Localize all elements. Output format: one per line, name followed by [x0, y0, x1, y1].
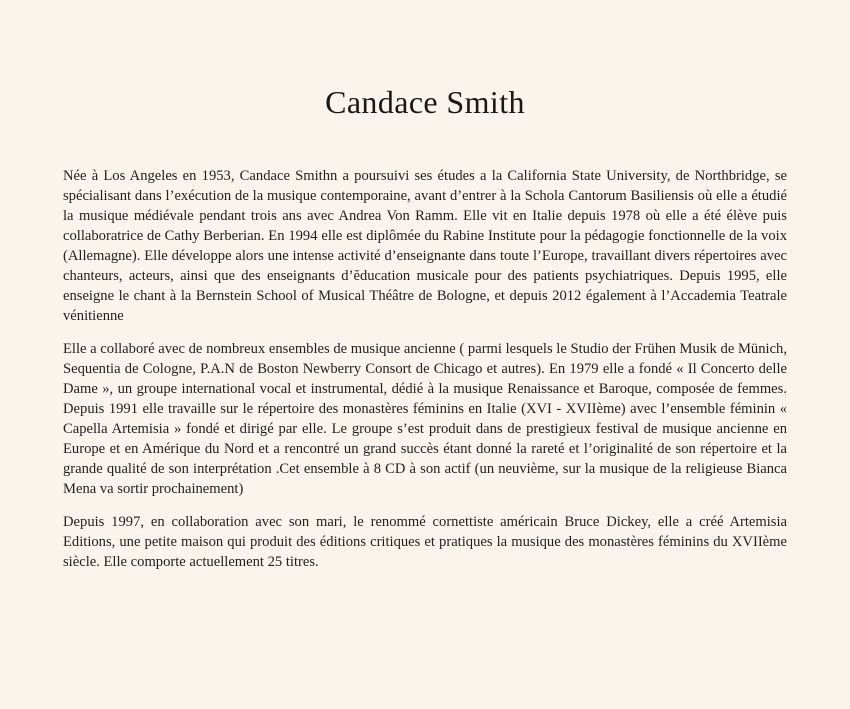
biography-text: [63, 166, 787, 572]
bio-paragraph: Elle a collaboré avec de nombreux ensembles de musique ancienne ( parmi lesquels le Studio der Frühen Musik de Münich, Sequentia de Cologne, P.A.N de Boston Newberry Consort de Chicago et autres). En 1979 elle a fondé « Il Concerto delle Dame », un groupe international vocal et instrumental, dédié à la musique Renaissance et Baroque, composée de femmes. Depuis 1991 elle travaille sur le répertoire des monastères féminins en Italie (XVI - XVIIème) avec l’ensemble féminin « Capella Artemisia » fondé et dirigé par elle. Le groupe s’est produit dans de prestigieux festival de musique ancienne en Europe et en Amérique du Nord et a rencontré un grand succès étant donné la rareté et l’originalité de son répertoire et la grande qualité de son interprétation .Cet ensemble à 8 CD à son actif (un neuvième, sur la musique de la religieuse Bianca Mena va sortir prochainement): [63, 341, 787, 497]
bio-paragraph: Née à Los Angeles en 1953, Candace Smithn a poursuivi ses études a la California State University, de Northbridge, se spécialisant dans l’exécution de la musique contemporaine, avant d’entrer à la Schola Cantorum Basiliensis où elle a étudié la musique médiévale pendant trois ans avec Andrea Von Ramm. Elle vit en Italie depuis 1978 où elle a été élève puis collaboratrice de Cathy Berberian. En 1994 elle est diplômée du Rabine Institute pour la pédagogie fonctionnelle de la voix (Allemagne). Elle développe alors une intense activité d’enseignante dans toute l’Europe, travaillant divers répertoires avec chanteurs, acteurs, ainsi que des enseignants d’ĕducation musicale pour des patients psychiatriques. Depuis 1995, elle enseigne le chant à la Bernstein School of Musical Théâtre de Bologne, et depuis 2012 également à l’Accademia Teatrale vénitienne: [63, 168, 787, 324]
page-title: Candace Smith: [325, 84, 525, 120]
bio-paragraph: Depuis 1997, en collaboration avec son mari, le renommé cornettiste américain Bruce Dickey, elle a créé Artemisia Editions, une petite maison qui produit des éditions critiques et pratiques la musique des monastères féminins du XVIIème siècle. Elle comporte actuellement 25 titres.: [63, 514, 787, 570]
